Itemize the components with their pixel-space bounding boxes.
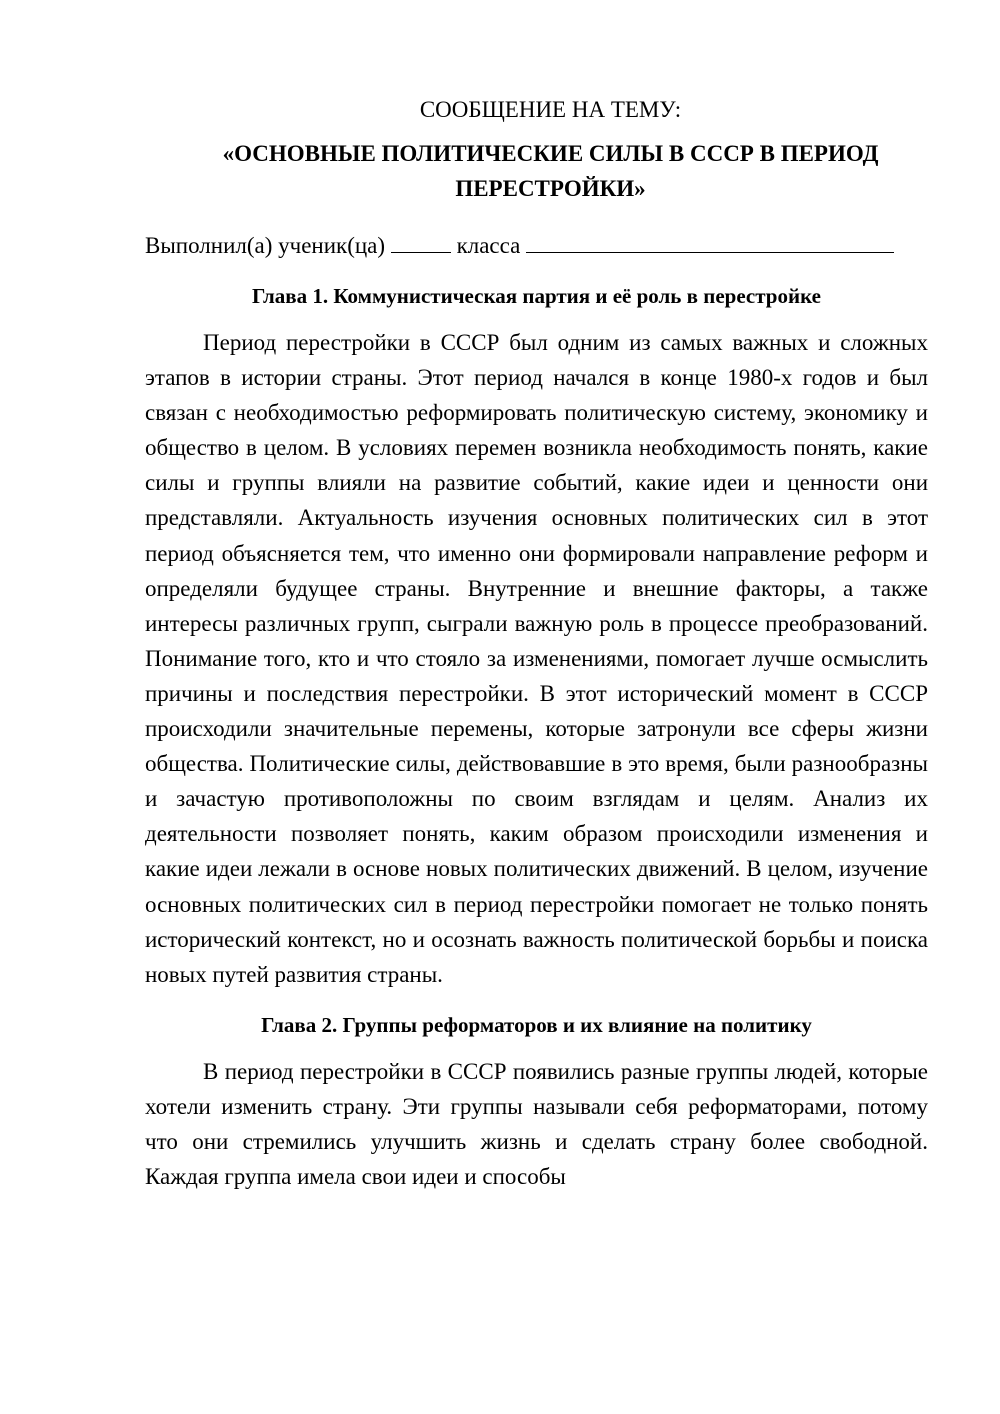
document-title: «ОСНОВНЫЕ ПОЛИТИЧЕСКИЕ СИЛЫ В СССР В ПЕРИОД ПЕРЕСТРОЙКИ» (222, 141, 879, 201)
author-middle: класса (456, 233, 521, 258)
chapter-2-title: Глава 2. Группы реформаторов и их влияние на политику (261, 1012, 812, 1037)
header-label: СООБЩЕНИЕ НА ТЕМУ: (419, 97, 682, 122)
chapter-2-paragraph: В период перестройки в СССР появились разные группы людей, которые хотели изменить страну. Эти группы называли себя реформаторами, потому что они стремились улучшить жизнь и сделать страну более свободной. Каждая группа имела свои идеи и способы (145, 1058, 928, 1190)
author-prefix: Выполнил(а) ученик(ца) (145, 233, 386, 258)
name-blank-field[interactable] (526, 230, 894, 253)
author-line (145, 228, 928, 263)
document-page (145, 92, 928, 1194)
chapter-1-title: Глава 1. Коммунистическая партия и её роль в перестройке (252, 284, 821, 308)
chapter-1-paragraph: Период перестройки в СССР был одним из самых важных и сложных этапов в истории страны. Этот период начался в конце 1980-х годов и был связан с необходимостью реформировать политическую систему, экономику и общество в целом. В условиях перемен возникла необходимость понять, какие силы и группы влияли на развитие событий, какие идеи и ценности они представляли. Актуальность изучения основных политических сил в этот период объясняется тем, что именно они формировали направление реформ и определяли будущее страны. Внутренние и внешние факторы, а также интересы различных групп, сыграли важную роль в процессе преобразований. Понимание того, кто и что стояло за изменениями, помогает лучше осмыслить причины и последствия перестройки. В этот исторический момент в СССР происходили значительные перемены, которые затронули все сферы жизни общества. Политические силы, действовавшие в это время, были разнообразны и зачастую противоположны по своим взглядам и целям. Анализ их деятельности позволяет понять, каким образом происходили изменения и какие идеи лежали в основе новых политических движений. В целом, изучение основных политических сил в период перестройки помогает не только понять исторический контекст, но и осознать важность политической борьбы и поиска новых путей развития страны. (145, 330, 928, 987)
class-blank-field[interactable] (391, 230, 451, 253)
